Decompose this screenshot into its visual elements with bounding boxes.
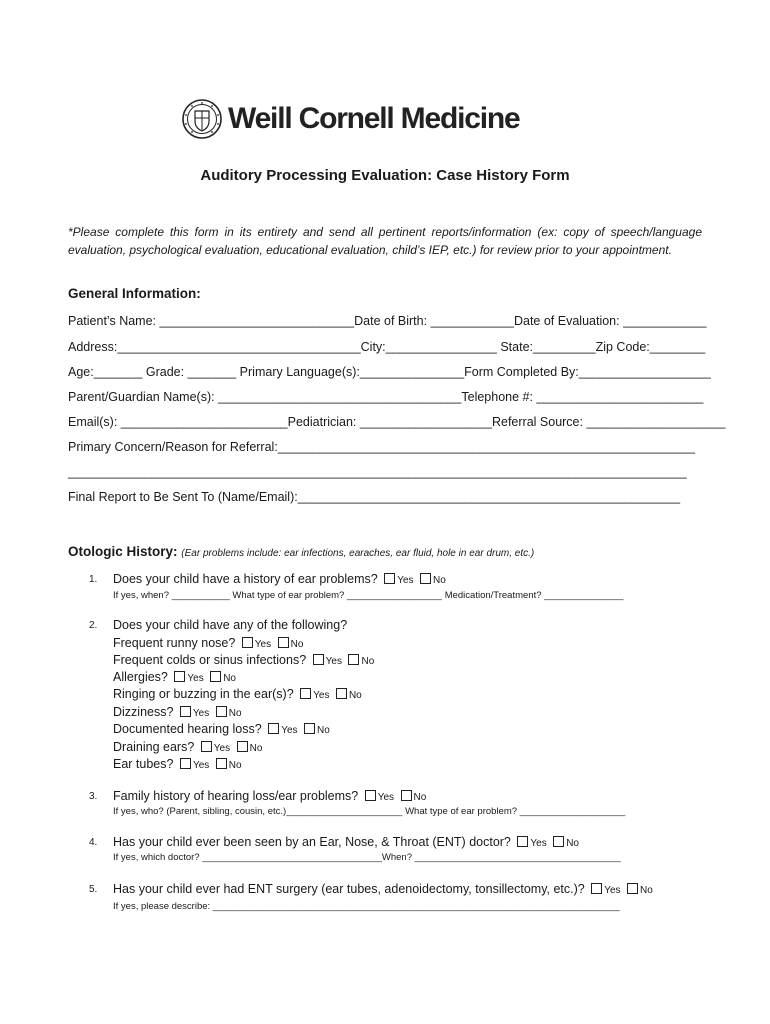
no-label: No [413, 792, 427, 803]
question-4-followup[interactable]: If yes, which doctor? __________________________________When? _______________________________________ [113, 852, 621, 863]
no-label: No [223, 673, 236, 684]
no-label: No [433, 575, 446, 586]
symptom-colds-sinus [113, 653, 374, 667]
question-number: 1. [89, 574, 98, 585]
form-title: Auditory Processing Evaluation: Case History Form [200, 167, 570, 184]
yes-label: Yes [187, 673, 204, 684]
symptom-label: Ringing or buzzing in the ear(s)? [113, 687, 294, 701]
no-checkbox[interactable] [420, 573, 431, 584]
yes-label: Yes [213, 743, 231, 754]
symptom-hearing-loss [113, 722, 330, 736]
no-label: No [566, 838, 579, 849]
yes-checkbox[interactable] [517, 836, 528, 847]
symptom-runny-nose [113, 636, 303, 650]
yes-label: Yes [377, 792, 395, 803]
patient-name-dob-line[interactable]: Patient’s Name: ____________________________Date of Birth: ____________Date of Evaluation: ____________ [68, 314, 707, 328]
question-1-followup[interactable]: If yes, when? ___________ What type of ear problem? __________________ Medication/Treatment? _______________ [113, 590, 624, 601]
yes-checkbox[interactable] [313, 654, 324, 665]
question-number: 3. [89, 791, 98, 802]
question-text: Has your child ever been seen by an Ear, Nose, & Throat (ENT) doctor? [113, 835, 511, 849]
primary-concern-continuation-line[interactable]: _________________________________________________________________________________________ [68, 465, 687, 479]
no-checkbox[interactable] [304, 723, 315, 734]
no-label: No [249, 743, 263, 754]
symptom-label: Frequent colds or sinus infections? [113, 653, 307, 667]
no-label: No [640, 885, 653, 896]
logo [182, 99, 519, 139]
question-text: Has your child ever had ENT surgery (ear tubes, adenoidectomy, tonsillectomy, etc.)? [113, 882, 585, 896]
yes-checkbox[interactable] [384, 573, 395, 584]
question-number: 2. [89, 620, 98, 631]
symptom-ear-tubes [113, 757, 242, 771]
final-report-line[interactable]: Final Report to Be Sent To (Name/Email):_______________________________________________________ [68, 490, 681, 504]
yes-label: Yes [530, 838, 547, 849]
yes-checkbox[interactable] [180, 706, 191, 717]
no-checkbox[interactable] [336, 688, 347, 699]
symptom-label: Documented hearing loss? [113, 722, 262, 736]
symptom-label: Dizziness? [113, 705, 174, 719]
no-label: No [317, 725, 330, 736]
yes-checkbox[interactable] [180, 758, 191, 769]
yes-label: Yes [604, 885, 621, 896]
yes-label: Yes [192, 708, 210, 719]
logo-wordmark: Weill Cornell Medicine [228, 102, 520, 135]
no-label: No [361, 656, 375, 667]
question-3-followup[interactable]: If yes, who? (Parent, sibling, cousin, etc.)______________________ What type of ear problem? ____________________ [113, 806, 626, 817]
no-label: No [228, 760, 242, 771]
yes-checkbox[interactable] [174, 671, 185, 682]
question-3 [113, 789, 426, 803]
symptom-draining-ears [113, 740, 262, 754]
yes-label: Yes [281, 725, 298, 736]
question-1 [113, 572, 446, 586]
symptom-label: Allergies? [113, 670, 168, 684]
age-grade-language-line[interactable]: Age:_______ Grade: _______ Primary Language(s):_______________Form Completed By:___________________ [68, 365, 711, 379]
symptom-dizziness [113, 705, 242, 719]
no-checkbox[interactable] [401, 790, 412, 801]
no-label: No [228, 708, 242, 719]
parent-telephone-line[interactable]: Parent/Guardian Name(s): ___________________________________Telephone #: ________________________ [68, 390, 704, 404]
yes-label: Yes [192, 760, 210, 771]
question-5-followup[interactable]: If yes, please describe: _____________________________________________________________________________ [113, 901, 620, 912]
yes-label: Yes [397, 575, 414, 586]
symptom-label: Ear tubes? [113, 757, 174, 771]
address-line[interactable]: Address:___________________________________City:________________ State:_________Zip Code:________ [68, 340, 706, 354]
yes-label: Yes [313, 690, 330, 701]
no-label: No [348, 690, 362, 701]
yes-checkbox[interactable] [268, 723, 279, 734]
question-number: 5. [89, 884, 98, 895]
primary-concern-line[interactable]: Primary Concern/Reason for Referral:____________________________________________________________ [68, 440, 695, 454]
instructions: *Please complete this form in its entirety and send all pertinent reports/information (ex: copy of speech/language evaluation, psychological evaluation, educational evaluation, child’s IEP, etc.) for review prior to your appointment. [68, 225, 702, 257]
no-label: No [290, 639, 304, 650]
no-checkbox[interactable] [216, 758, 227, 769]
question-4 [113, 835, 579, 849]
no-checkbox[interactable] [348, 654, 359, 665]
question-2: Does your child have any of the following? [113, 618, 348, 632]
question-text: Family history of hearing loss/ear problems? [113, 789, 359, 803]
question-number: 4. [89, 837, 98, 848]
symptom-label: Frequent runny nose? [113, 636, 236, 650]
symptom-ringing [113, 687, 362, 701]
cornell-seal-icon [182, 99, 222, 139]
no-checkbox[interactable] [627, 883, 638, 894]
no-checkbox[interactable] [237, 741, 248, 752]
symptom-allergies [113, 670, 236, 684]
no-checkbox[interactable] [278, 637, 289, 648]
yes-label: Yes [254, 639, 272, 650]
yes-checkbox[interactable] [242, 637, 253, 648]
otologic-note: (Ear problems include: ear infections, earaches, ear fluid, hole in ear drum, etc.) [181, 548, 535, 559]
yes-checkbox[interactable] [300, 688, 311, 699]
general-info-heading: General Information: [68, 286, 201, 301]
symptom-label: Draining ears? [113, 740, 195, 754]
otologic-heading-text: Otologic History: [68, 544, 178, 559]
email-pediatrician-line[interactable]: Email(s): ________________________Pediatrician: ___________________Referral Source: ____________________ [68, 415, 726, 429]
yes-checkbox[interactable] [201, 741, 212, 752]
otologic-history-heading [68, 544, 534, 559]
question-5 [113, 882, 653, 896]
no-checkbox[interactable] [216, 706, 227, 717]
no-checkbox[interactable] [553, 836, 564, 847]
question-text: Does your child have a history of ear problems? [113, 572, 378, 586]
no-checkbox[interactable] [210, 671, 221, 682]
yes-checkbox[interactable] [591, 883, 602, 894]
yes-checkbox[interactable] [365, 790, 376, 801]
yes-label: Yes [325, 656, 342, 667]
